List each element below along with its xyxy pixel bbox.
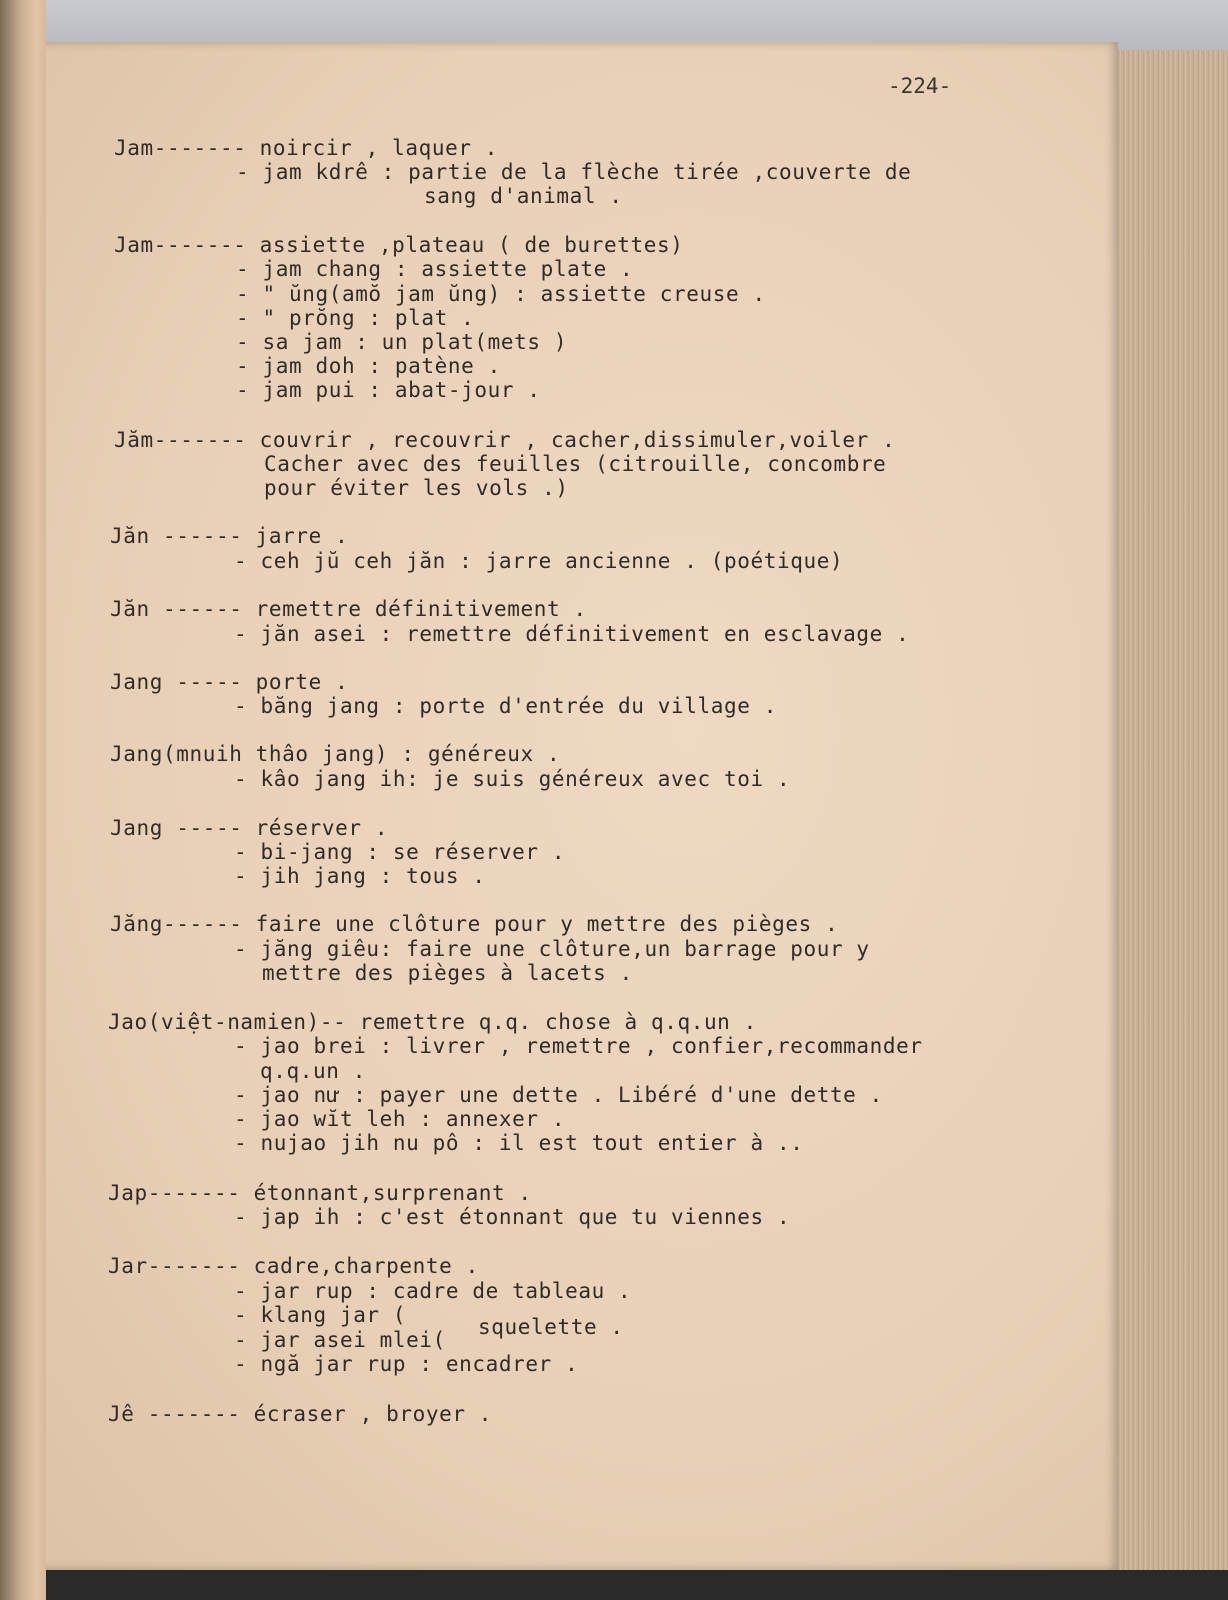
entry-subline: - ceh jŭ ceh jăn : jarre ancienne . (poétique) xyxy=(234,549,844,573)
entry-subline: - klang jar ( xyxy=(234,1303,407,1327)
entry-subline: - kâo jang ih: je suis généreux avec toi . xyxy=(234,767,791,791)
entry-subline: - ngă jar rup : encadrer . xyxy=(234,1352,579,1376)
entry-subline: - jao nư : payer une dette . Libéré d'une dette . xyxy=(234,1083,883,1107)
entry-headword: Jang ----- porte . xyxy=(110,670,349,694)
entry-subline: Cacher avec des feuilles (citrouille, concombre xyxy=(264,452,887,476)
entry-headword: Jap------- étonnant,surprenant . xyxy=(108,1181,532,1205)
entry-subline: squelette . xyxy=(478,1315,624,1339)
entry-headword: Jăng------ faire une clôture pour y mettre des pièges . xyxy=(110,912,839,936)
entry-subline: - jăng giêu: faire une clôture,un barrage pour y xyxy=(234,937,870,961)
entry-subline: - jam doh : patène . xyxy=(236,354,501,378)
entry-subline: - băng jang : porte d'entrée du village . xyxy=(234,694,777,718)
entry-subline: - " prŏng : plat . xyxy=(236,306,475,330)
page-number: -224- xyxy=(888,74,952,98)
entry-headword: Jam------- noircir , laquer . xyxy=(114,136,499,160)
entry-headword: Jao(việt-namien)-- remettre q.q. chose à q.q.un . xyxy=(108,1010,757,1034)
entry-subline: - jar rup : cadre de tableau . xyxy=(234,1279,632,1303)
entry-headword: Jê ------- écraser , broyer . xyxy=(108,1402,493,1426)
entry-headword: Jăm------- couvrir , recouvrir , cacher,dissimuler,voiler . xyxy=(114,428,896,452)
entry-subline: pour éviter les vols .) xyxy=(264,476,569,500)
entry-subline: - jap ih : c'est étonnant que tu viennes . xyxy=(234,1205,791,1229)
entry-subline: - jam chang : assiette plate . xyxy=(236,257,634,281)
entry-subline: - sa jam : un plat(mets ) xyxy=(236,330,568,354)
entry-headword: Jang ----- réserver . xyxy=(110,816,389,840)
entry-headword: Jăn ------ remettre définitivement . xyxy=(110,597,587,621)
entry-subline: - " ŭng(amŏ jam ŭng) : assiette creuse . xyxy=(236,282,766,306)
entry-subline: q.q.un . xyxy=(260,1059,366,1083)
entry-headword: Jăn ------ jarre . xyxy=(110,524,349,548)
entry-subline: - bi-jang : se réserver . xyxy=(234,840,566,864)
entry-subline: - jar asei mlei( xyxy=(234,1328,446,1352)
entry-subline: - jam kdrê : partie de la flèche tirée ,couverte de xyxy=(236,160,912,184)
entry-headword: Jang(mnuih thâo jang) : généreux . xyxy=(110,742,561,766)
entry-subline: - jao brei : livrer , remettre , confier,recommander xyxy=(234,1034,923,1058)
entry-subline: - nujao jih nu pô : il est tout entier à .. xyxy=(234,1131,804,1155)
entry-subline: - jao wĭt leh : annexer . xyxy=(234,1107,566,1131)
entry-headword: Jam------- assiette ,plateau ( de burettes) xyxy=(114,233,684,257)
entry-subline: - jih jang : tous . xyxy=(234,864,486,888)
entry-subline: - jăn asei : remettre définitivement en esclavage . xyxy=(234,622,910,646)
entry-subline: sang d'animal . xyxy=(424,184,623,208)
entry-subline: - jam pui : abat-jour . xyxy=(236,378,541,402)
entry-subline: mettre des pièges à lacets . xyxy=(262,961,633,985)
entry-headword: Jar------- cadre,charpente . xyxy=(108,1254,479,1278)
